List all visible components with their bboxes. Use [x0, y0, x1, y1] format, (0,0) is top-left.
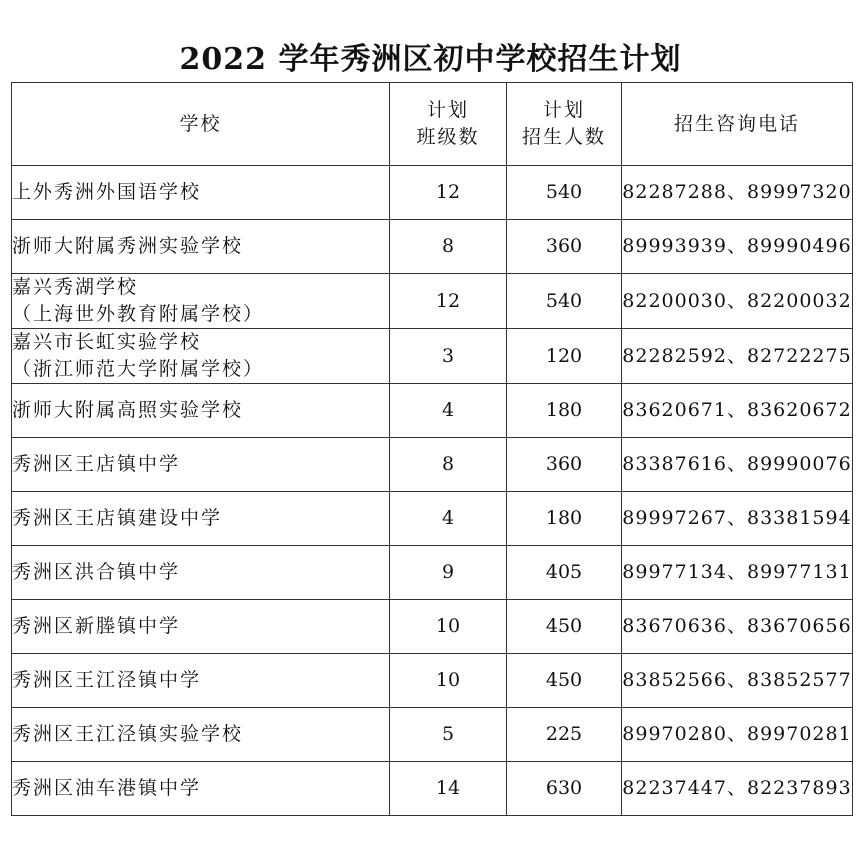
- table-row: [12, 762, 853, 816]
- planned-classes-cell: 10: [390, 654, 507, 708]
- page-title: 2022 学年秀洲区初中学校招生计划: [179, 42, 682, 77]
- phone-cell: 82282592、82722275: [622, 329, 853, 384]
- school-name: 秀洲区王江泾镇中学: [12, 669, 202, 691]
- phone-cell: 89993939、89990496: [622, 220, 853, 274]
- phone-cell: 83670636、83670656: [622, 600, 853, 654]
- school-name: 秀洲区新塍镇中学: [12, 615, 181, 637]
- table-row: [12, 708, 853, 762]
- school-cell: [12, 546, 390, 600]
- school-cell: [12, 708, 390, 762]
- table-row: [12, 384, 853, 438]
- school-cell: [12, 438, 390, 492]
- table-row: [12, 220, 853, 274]
- planned-enrollment-cell: 225: [507, 708, 622, 762]
- header-planned-classes-line2: 班级数: [416, 126, 480, 148]
- header-planned-classes-line1: 计划: [426, 99, 469, 121]
- header-row: [12, 83, 853, 166]
- phone-cell: 82200030、82200032: [622, 274, 853, 329]
- planned-enrollment-cell: 120: [507, 329, 622, 384]
- planned-classes-cell: 12: [390, 274, 507, 329]
- phone-cell: 89997267、83381594: [622, 492, 853, 546]
- planned-classes-cell: 10: [390, 600, 507, 654]
- school-cell: [12, 384, 390, 438]
- table-row: [12, 329, 853, 384]
- planned-classes-cell: 9: [390, 546, 507, 600]
- planned-classes-cell: 14: [390, 762, 507, 816]
- table-row: [12, 166, 853, 220]
- table-row: [12, 438, 853, 492]
- table-row: [12, 492, 853, 546]
- school-name: 嘉兴市长虹实验学校: [12, 331, 202, 353]
- phone-cell: 82287288、89997320: [622, 166, 853, 220]
- phone-cell: 83620671、83620672: [622, 384, 853, 438]
- school-name: 秀洲区洪合镇中学: [12, 561, 181, 583]
- school-name: 上外秀洲外国语学校: [12, 181, 202, 203]
- school-name: 浙师大附属高照实验学校: [12, 399, 244, 421]
- planned-enrollment-cell: 360: [507, 438, 622, 492]
- table-row: [12, 546, 853, 600]
- school-name: 秀洲区王店镇中学: [12, 453, 181, 475]
- school-affiliation: （浙江师范大学附属学校）: [12, 358, 265, 380]
- enrollment-plan-table: [11, 82, 853, 816]
- planned-enrollment-cell: 450: [507, 600, 622, 654]
- header-planned-classes: [390, 83, 507, 166]
- planned-enrollment-cell: 180: [507, 492, 622, 546]
- table-row: [12, 274, 853, 329]
- school-cell: [12, 654, 390, 708]
- school-name: 秀洲区油车港镇中学: [12, 777, 202, 799]
- planned-enrollment-cell: 450: [507, 654, 622, 708]
- school-cell: [12, 220, 390, 274]
- header-planned-enrollment: [507, 83, 622, 166]
- planned-enrollment-cell: 360: [507, 220, 622, 274]
- header-phone: 招生咨询电话: [622, 83, 853, 166]
- planned-classes-cell: 4: [390, 492, 507, 546]
- school-name: 秀洲区王店镇建设中学: [12, 507, 223, 529]
- table-header: [12, 83, 853, 166]
- header-planned-enrollment-line2: 招生人数: [521, 126, 606, 148]
- planned-classes-cell: 5: [390, 708, 507, 762]
- table-body: [12, 166, 853, 816]
- school-name: 秀洲区王江泾镇实验学校: [12, 723, 244, 745]
- planned-enrollment-cell: 540: [507, 274, 622, 329]
- planned-enrollment-cell: 630: [507, 762, 622, 816]
- planned-enrollment-cell: 540: [507, 166, 622, 220]
- planned-classes-cell: 8: [390, 220, 507, 274]
- table-row: [12, 600, 853, 654]
- school-cell: [12, 166, 390, 220]
- school-affiliation: （上海世外教育附属学校）: [12, 303, 265, 325]
- school-cell: [12, 762, 390, 816]
- header-planned-enrollment-line1: 计划: [542, 99, 585, 121]
- school-name: 嘉兴秀湖学校: [12, 276, 139, 298]
- phone-cell: 82237447、82237893: [622, 762, 853, 816]
- planned-classes-cell: 3: [390, 329, 507, 384]
- school-cell: [12, 329, 390, 384]
- planned-enrollment-cell: 405: [507, 546, 622, 600]
- school-cell: [12, 492, 390, 546]
- school-cell: [12, 600, 390, 654]
- phone-cell: 83387616、89990076: [622, 438, 853, 492]
- phone-cell: 89977134、89977131: [622, 546, 853, 600]
- table-row: [12, 654, 853, 708]
- planned-classes-cell: 12: [390, 166, 507, 220]
- planned-enrollment-cell: 180: [507, 384, 622, 438]
- phone-cell: 83852566、83852577: [622, 654, 853, 708]
- school-name: 浙师大附属秀洲实验学校: [12, 235, 244, 257]
- phone-cell: 89970280、89970281: [622, 708, 853, 762]
- planned-classes-cell: 8: [390, 438, 507, 492]
- header-school: 学校: [12, 83, 390, 166]
- school-cell: [12, 274, 390, 329]
- planned-classes-cell: 4: [390, 384, 507, 438]
